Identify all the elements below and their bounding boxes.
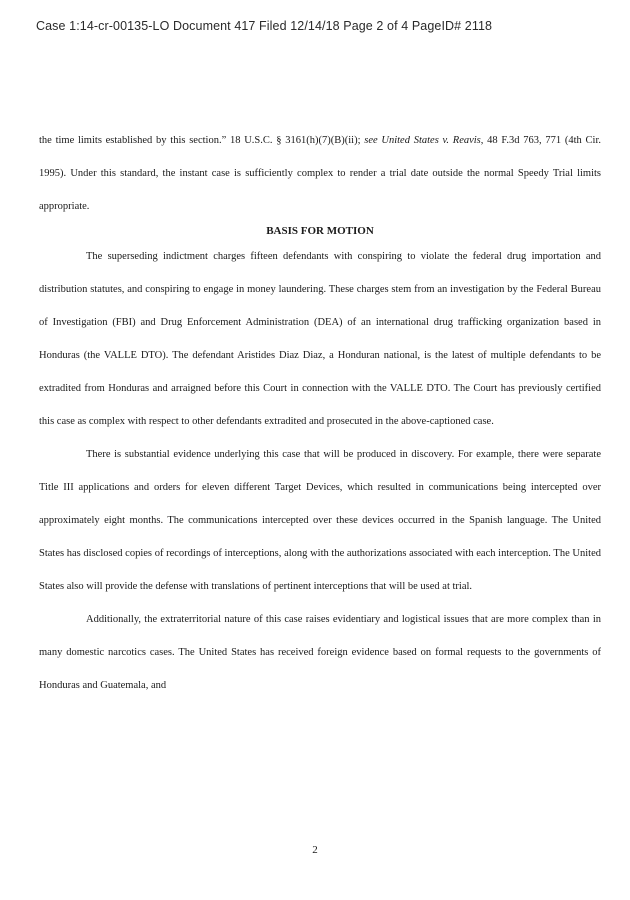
- case-header: Case 1:14-cr-00135-LO Document 417 Filed 12/14/18 Page 2 of 4 PageID# 2118: [36, 19, 493, 33]
- page-number: 2: [312, 844, 318, 856]
- case-citation: see United States v. Reavis: [364, 135, 481, 146]
- paragraph-continuation: [39, 124, 601, 223]
- paragraph-extraterritorial: Additionally, the extraterritorial nature of this case raises evidentiary and logistical issues that are more complex than in many domestic narcotics cases. The United States has received foreign evidence based on formal requests to the governments of Honduras and Guatemala, and: [39, 614, 601, 691]
- paragraph-1-text-end: , 48 F.3d 763, 771 (4th Cir. 1995). Under this standard, the instant case is sufficiently complex to render a trial date outside the normal Speedy Trial limits appropriate.: [39, 135, 601, 212]
- section-heading: BASIS FOR MOTION: [266, 225, 374, 237]
- document-body: [39, 124, 601, 702]
- paragraph-evidence: There is substantial evidence underlying this case that will be produced in discovery. For example, there were separate Title III applications and orders for eleven different Target Devices, which resulted in communications being intercepted over approximately eight months. The communications intercepted over these devices occurred in the Spanish language. The United States has disclosed copies of recordings of interceptions, along with the authorizations associated with each interception. The United States also will provide the defense with translations of pertinent interceptions that will be used at trial.: [39, 449, 601, 592]
- paragraph-indictment: The superseding indictment charges fifteen defendants with conspiring to violate the federal drug importation and distribution statutes, and conspiring to engage in money laundering. These charges stem from an investigation by the Federal Bureau of Investigation (FBI) and Drug Enforcement Administration (DEA) of an international drug trafficking organization based in Honduras (the VALLE DTO). The defendant Aristides Diaz Diaz, a Honduran national, is the latest of multiple defendants to be extradited from Honduras and arraigned before this Court in connection with the VALLE DTO. The Court has previously certified this case as complex with respect to other defendants extradited and prosecuted in the above-captioned case.: [39, 251, 601, 427]
- paragraph-1-text-start: the time limits established by this section.” 18 U.S.C. § 3161(h)(7)(B)(ii);: [39, 135, 365, 146]
